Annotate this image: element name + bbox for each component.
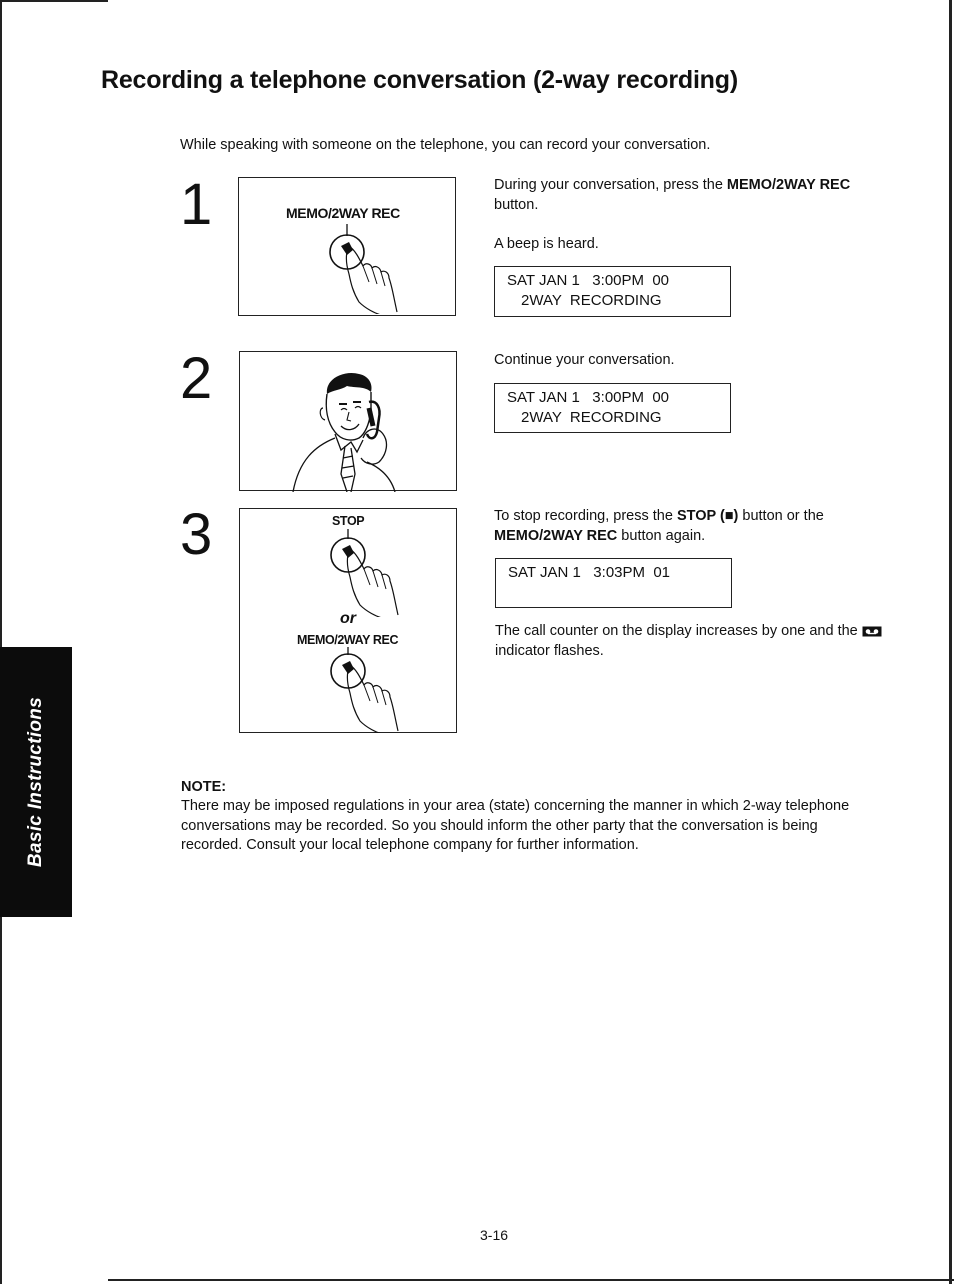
step-1-text-bold: MEMO/2WAY REC (726, 177, 851, 193)
page-border-right (949, 0, 952, 1284)
step-1-display-line1: SAT JAN 1 3:00PM 00 (507, 272, 670, 289)
step-3-figure-or: or (340, 610, 356, 627)
page-title: Recording a telephone conversation (2-way recording) (101, 66, 738, 94)
page-border-top (0, 0, 108, 2)
step-3-result-before: The call counter on the display increases by one and the (495, 623, 862, 639)
finger-press-button-icon (309, 222, 419, 314)
page-border-bottom (108, 1279, 954, 1281)
page-number: 3-16 (480, 1227, 509, 1243)
step-3-text-part2: button or the (738, 508, 824, 524)
note-heading: NOTE: (181, 779, 227, 795)
man-on-telephone-illustration (285, 368, 425, 492)
step-2-figure (239, 351, 457, 491)
step-1-result: A beep is heard. (494, 236, 599, 252)
page-border-left (0, 0, 2, 1284)
finger-press-memo-icon (310, 647, 420, 733)
note-body: There may be imposed regulations in your area (state) concerning the manner in which 2-way telephone conversations may be recorded. So you should inform the other party that the conversation is being recorded. Consult your local telephone company for further information. (181, 798, 850, 853)
finger-press-stop-icon (310, 529, 420, 617)
step-1-display-line2: 2WAY RECORDING (521, 292, 662, 309)
step-1-number: 1 (180, 172, 213, 237)
step-2-display-line2: 2WAY RECORDING (521, 409, 662, 426)
step-3-result (495, 621, 885, 661)
step-3-figure (239, 508, 457, 733)
step-3-figure-stop-label: STOP (332, 514, 365, 528)
step-2-display (494, 383, 731, 433)
step-2-display-line1: SAT JAN 1 3:00PM 00 (507, 389, 670, 406)
step-3-display (495, 558, 732, 608)
step-3-text-stop: STOP (■) (676, 508, 739, 524)
step-1-text-before: During your conversation, press the (494, 177, 727, 193)
step-3-figure-memo-label: MEMO/2WAY REC (297, 633, 399, 647)
tape-indicator-icon (862, 626, 882, 637)
step-1-instruction (494, 175, 874, 215)
step-1-text-after: button. (494, 197, 539, 213)
step-3-instruction (494, 506, 889, 546)
step-3-text-memo: MEMO/2WAY REC (494, 528, 618, 544)
step-3-text-part3: button again. (617, 528, 706, 544)
step-1-figure-label: MEMO/2WAY REC (286, 205, 400, 221)
step-3-display-line1: SAT JAN 1 3:03PM 01 (508, 564, 671, 581)
side-section-label: Basic Instructions (25, 696, 46, 868)
step-3-number: 3 (180, 502, 213, 567)
step-2-instruction: Continue your conversation. (494, 352, 675, 368)
intro-text: While speaking with someone on the telephone, you can record your conversation. (180, 137, 711, 153)
step-3-result-after: indicator flashes. (495, 643, 604, 659)
step-2-number: 2 (180, 346, 213, 411)
step-1-display (494, 266, 731, 317)
step-1-figure (238, 177, 456, 316)
step-3-text-part1: To stop recording, press the (494, 508, 677, 524)
